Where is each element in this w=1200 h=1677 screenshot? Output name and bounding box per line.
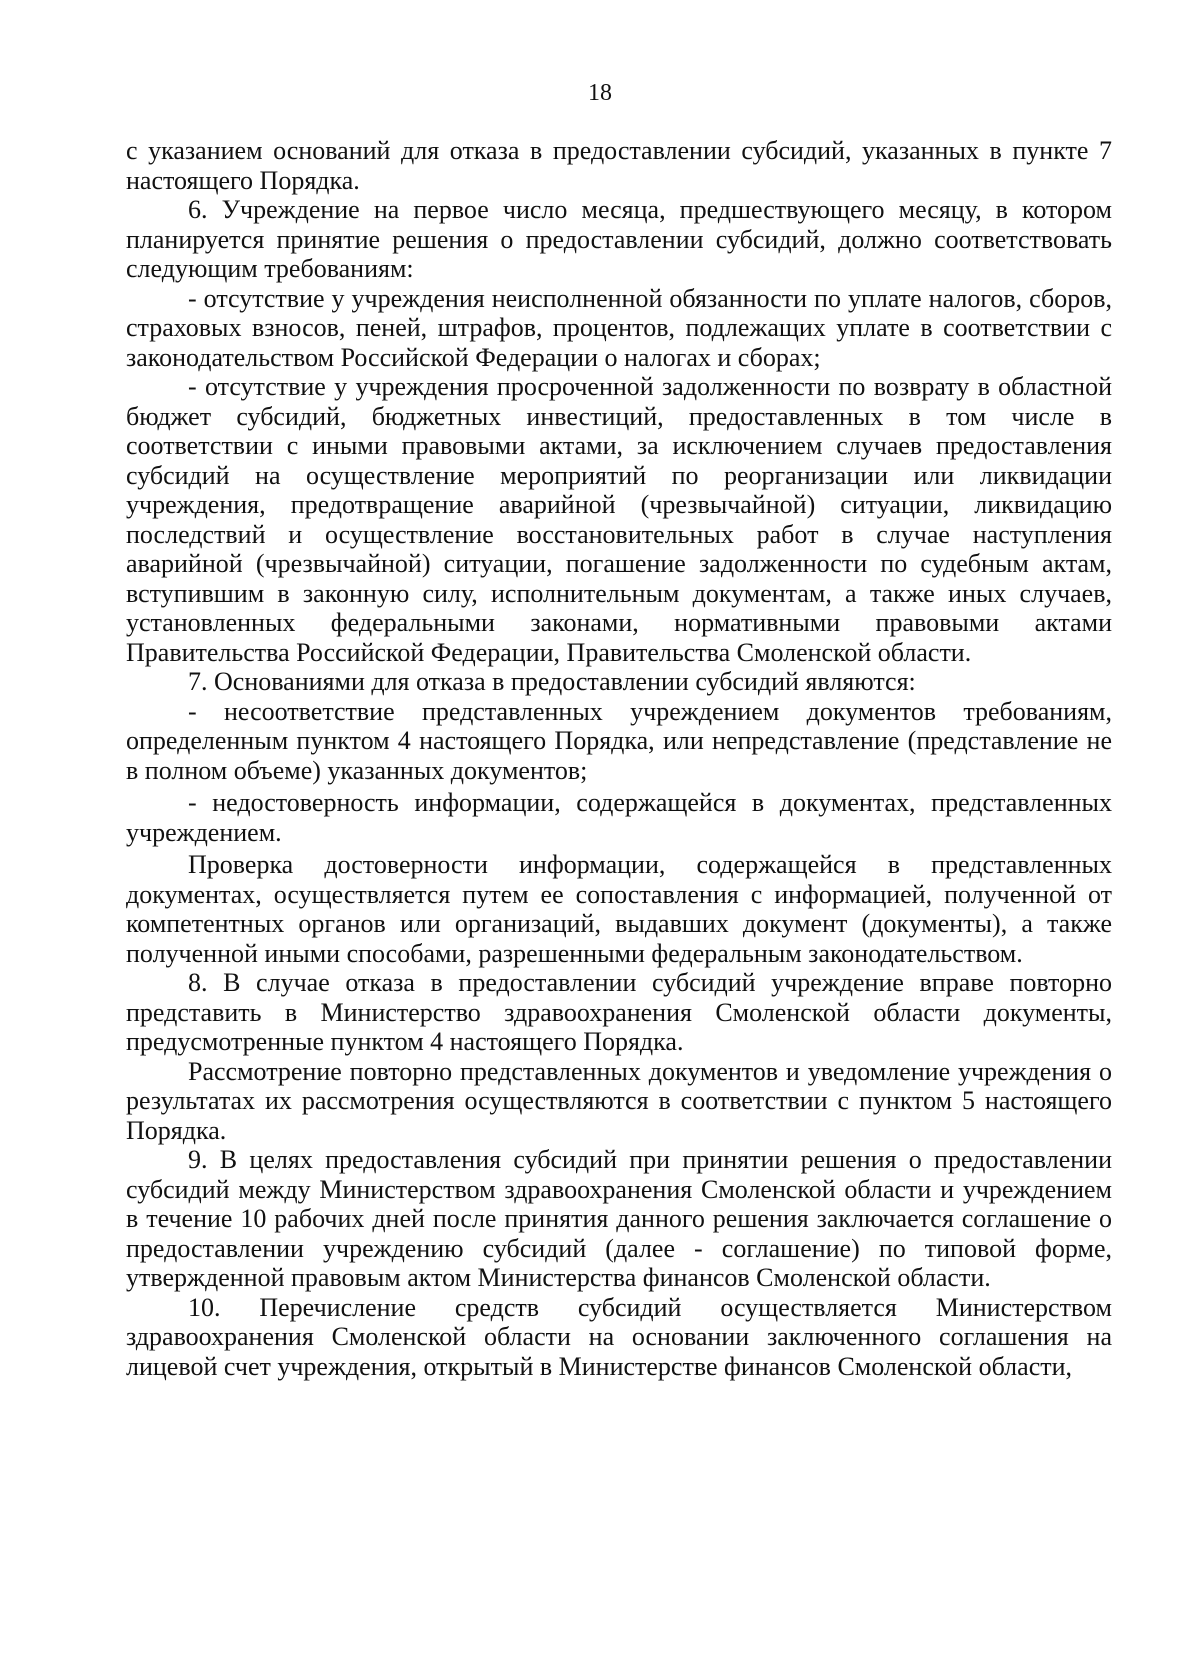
- paragraph-continuation: с указанием оснований для отказа в предоставлении субсидий, указанных в пункте 7 настоящего Порядка.: [126, 136, 1112, 195]
- paragraph-item-9: 9. В целях предоставления субсидий при принятии решения о предоставлении субсидий между Министерством здравоохранения Смоленской области и учреждением в течение 10 рабочих дней после принятия данного решения заключается соглашение о предоставлении учреждению субсидий (далее - соглашение) по типовой форме, утвержденной правовым актом Министерства финансов Смоленской области.: [126, 1145, 1112, 1292]
- paragraph-item-8: 8. В случае отказа в предоставлении субсидий учреждение вправе повторно представить в Министерство здравоохранения Смоленской области документы, предусмотренные пунктом 4 настоящего Порядка.: [126, 968, 1112, 1056]
- paragraph-item-7: 7. Основаниями для отказа в предоставлении субсидий являются:: [188, 667, 916, 696]
- paragraph-item-10: 10. Перечисление средств субсидий осуществляется Министерством здравоохранения Смоленской области на основании заключенного соглашения на лицевой счет учреждения, открытый в Министерстве финансов Смоленской области,: [126, 1292, 1112, 1381]
- paragraph-requirement-debt: - отсутствие у учреждения просроченной задолженности по возврату в областной бюджет субсидий, бюджетных инвестиций, предоставленных в том числе в соответствии с иными правовыми актами, за исключением случаев предоставления субсидий на осуществление мероприятий по реорганизации или ликвидации учреждения, предотвращение аварийной (чрезвычайной) ситуации, ликвидацию последствий и осуществление восстановительных работ в случае наступления аварийной (чрезвычайной) ситуации, погашение задолженности по судебным актам, вступившим в законную силу, исполнительным документам, а также иных случаев, установленных федеральными законами, нормативными правовыми актами Правительства Российской Федерации, Правительства Смоленской области.: [126, 372, 1112, 667]
- paragraph-refusal-noncompliance: - несоответствие представленных учреждением документов требованиям, определенным пунктом 4 настоящего Порядка, или непредставление (представление не в полном объеме) указанных документов;: [126, 696, 1112, 785]
- paragraph-item-6: 6. Учреждение на первое число месяца, предшествующего месяцу, в котором планируется принятие решения о предоставлении субсидий, должно соответствовать следующим требованиям:: [126, 195, 1112, 283]
- paragraph-verification: Проверка достоверности информации, содержащейся в представленных документах, осуществляется путем ее сопоставления с информацией, полученной от компетентных органов или организаций, выдавших документ (документы), а также полученной иными способами, разрешенными федеральным законодательством.: [126, 850, 1112, 968]
- page-number: 18: [588, 80, 612, 106]
- document-body: [126, 136, 1112, 1381]
- paragraph-refusal-unreliable: - недостоверность информации, содержащейся в документах, представленных учреждением.: [126, 788, 1112, 847]
- paragraph-resubmission-review: Рассмотрение повторно представленных документов и уведомление учреждения о результатах их рассмотрения осуществляются в соответствии с пунктом 5 настоящего Порядка.: [126, 1056, 1112, 1145]
- paragraph-requirement-taxes: - отсутствие у учреждения неисполненной обязанности по уплате налогов, сборов, страховых взносов, пеней, штрафов, процентов, подлежащих уплате в соответствии с законодательством Российской Федерации о налогах и сборах;: [126, 283, 1112, 372]
